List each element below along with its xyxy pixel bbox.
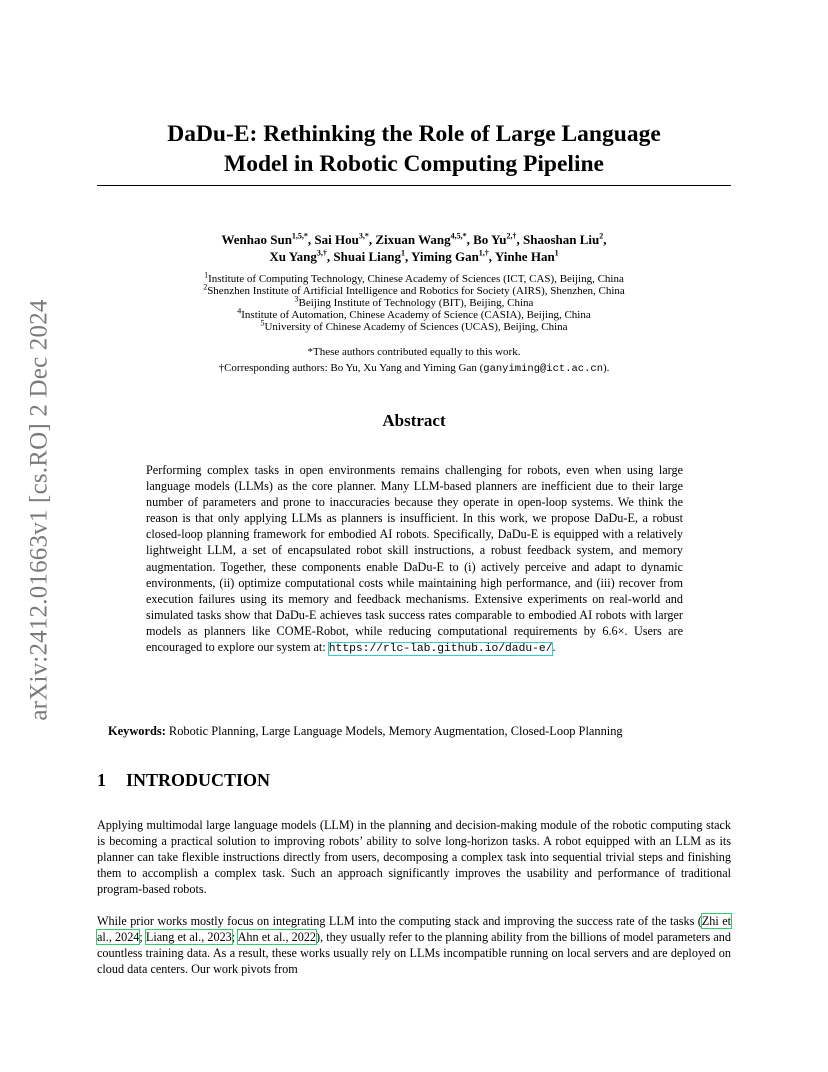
affiliation-number: 2 — [203, 282, 208, 292]
abstract-body — [146, 462, 683, 657]
citation-link[interactable]: Ahn et al., 2022 — [237, 930, 317, 945]
affiliation-list — [97, 270, 731, 333]
author-name: Sai Hou — [314, 232, 359, 247]
section-number: 1 — [97, 770, 106, 790]
author-affil-sup: 1 — [400, 248, 405, 258]
arxiv-identifier-text: arXiv:2412.01663v1 [cs.RO] 2 Dec 2024 — [26, 299, 53, 721]
affiliation-number: 1 — [204, 270, 209, 280]
author-sep: , — [466, 232, 474, 247]
author-name: Shuai Liang — [333, 249, 401, 264]
author-name: Wenhao Sun — [221, 232, 292, 247]
intro-paragraph-2: While prior works mostly focus on integrating LLM into the computing stack and improving the success rate of the tasks (Zhi et al., 2024; Liang et al., 2023; Ahn et al., 2022), they usually refer to the planning ability from the billions of model parameters and countless training data. As a result, these works usually rely on LLMs incompatible running on local servers and are deployed on cloud data centers. Our work pivots from — [97, 914, 731, 977]
author-notes — [97, 344, 731, 377]
intro-paragraph-1: Applying multimodal large language models (LLM) in the planning and decision-making module of the robotic computing stack is becoming a practical solution to improving robots’ ability to solve long-horizon tasks. A robot equipped with an LLM as its planner can take flexible instructions directly from users, decomposing a complex task into sequential trivial steps and finishing them to accomplish a complex task. Such an approach significantly improves the usability and performance of traditional program-based robots. — [97, 818, 731, 897]
author-sep: , — [404, 249, 412, 264]
affiliation-number: 5 — [260, 318, 265, 328]
author-name: Yinhe Han — [494, 249, 555, 264]
author-affil-sup: 4,5,* — [450, 231, 467, 241]
affiliation-number: 3 — [294, 294, 299, 304]
author-affil-sup: 3,* — [358, 231, 369, 241]
author-affil-sup: 1,† — [478, 248, 489, 258]
author-line-1 — [97, 231, 731, 248]
title-rule — [97, 185, 731, 186]
author-sep: , — [516, 232, 524, 247]
author-name: Bo Yu — [473, 232, 507, 247]
affiliation — [97, 294, 731, 309]
section-title: INTRODUCTION — [126, 770, 271, 790]
abstract-end: . — [552, 640, 556, 655]
affiliation — [97, 270, 731, 285]
keywords-text: Robotic Planning, Large Language Models, Memory Augmentation, Closed-Loop Planning — [165, 724, 623, 738]
citation-link[interactable]: Zhi et al., 2024 — [97, 914, 731, 945]
author-name: Xu Yang — [269, 249, 317, 264]
keywords — [108, 723, 738, 739]
affiliation — [97, 306, 731, 321]
abstract-text: Performing complex tasks in open environments remains challenging for robots, even when using large language models (LLMs) as the core planner. Many LLM-based planners are inefficient due to their large number of parameters and prone to inaccuracies because they operate in open-loop systems. We think the reason is that only applying LLMs as planners is insufficient. In this work, we propose DaDu-E, a robust closed-loop planning framework for embodied AI robots. Specifically, DaDu-E is equipped with a relatively lightweight LLM, a set of encapsulated robot skill instructions, a robust feedback system, and memory augmentation. Together, these components enable DaDu-E to (i) actively perceive and adapt to dynamic environments, (ii) optimize computational costs while maintaining high performance, and (iii) recover from execution failures using its memory and feedback mechanisms. Extensive experiments on real-world and simulated tasks show that DaDu-E achieves task success rates comparable to embodied AI robots with larger models as planners like COME-Robot, while reducing computational requirements by 6.6×. Users are encouraged to explore our system at: — [146, 463, 683, 655]
affiliation — [97, 318, 731, 333]
author-line-2 — [97, 248, 731, 265]
affiliation-text: Institute of Automation, Chinese Academy of Science (CASIA), Beijing, China — [241, 309, 591, 321]
arxiv-identifier — [8, 250, 72, 770]
author-affil-sup: 1 — [554, 248, 559, 258]
author-affil-sup: 2 — [599, 231, 604, 241]
title-line-1: DaDu-E: Rethinking the Role of Large Language — [167, 121, 661, 147]
author-name: Shaoshan Liu — [523, 232, 600, 247]
author-sep: , — [603, 232, 607, 247]
author-sep: , — [326, 249, 334, 264]
author-name: Zixuan Wang — [375, 232, 451, 247]
author-list — [97, 231, 731, 265]
author-sep: , — [488, 249, 495, 264]
intro-p2-text: While prior works mostly focus on integrating LLM into the computing stack and improving the success rate of the tasks ( — [97, 914, 702, 928]
corresponding-email[interactable]: ganyiming@ict.ac.cn — [483, 363, 604, 375]
author-affil-sup: 1,5,* — [291, 231, 308, 241]
author-sep: , — [368, 232, 376, 247]
equal-contribution-note: *These authors contributed equally to this work. — [307, 346, 521, 358]
corresponding-author-note — [97, 360, 731, 377]
affiliation-number: 4 — [237, 306, 242, 316]
affiliation-text: University of Chinese Academy of Sciences (UCAS), Beijing, China — [264, 321, 568, 333]
keywords-label: Keywords: — [108, 724, 166, 738]
corresponding-prefix: †Corresponding authors: Bo Yu, Xu Yang and Yiming Gan ( — [218, 362, 484, 374]
citation-link[interactable]: Liang et al., 2023 — [145, 930, 232, 945]
author-affil-sup: 3,† — [316, 248, 327, 258]
author-affil-sup: 2,† — [506, 231, 517, 241]
project-link[interactable]: https://rlc-lab.github.io/dadu-e/ — [328, 643, 553, 656]
title-line-2: Model in Robotic Computing Pipeline — [224, 151, 604, 177]
section-heading — [97, 770, 270, 791]
paper-title — [97, 119, 731, 179]
affiliation-text: Institute of Computing Technology, Chinese Academy of Sciences (ICT, CAS), Beijing, China — [208, 273, 624, 285]
abstract-heading: Abstract — [382, 411, 446, 430]
corresponding-suffix: ). — [603, 362, 610, 374]
affiliation-text: Shenzhen Institute of Artificial Intelligence and Robotics for Society (AIRS), Shenzhen, China — [207, 285, 625, 297]
intro-p2-text: ), they usually refer to the planning ability from the billions of model parameters and countless training data. As a result, these works usually rely on LLMs incompatible running on local servers and are deployed on cloud data centers. Our work pivots from — [97, 930, 731, 977]
affiliation — [97, 282, 731, 297]
author-sep: , — [307, 232, 315, 247]
affiliation-text: Beijing Institute of Technology (BIT), Beijing, China — [298, 297, 534, 309]
author-name: Yiming Gan — [411, 249, 479, 264]
